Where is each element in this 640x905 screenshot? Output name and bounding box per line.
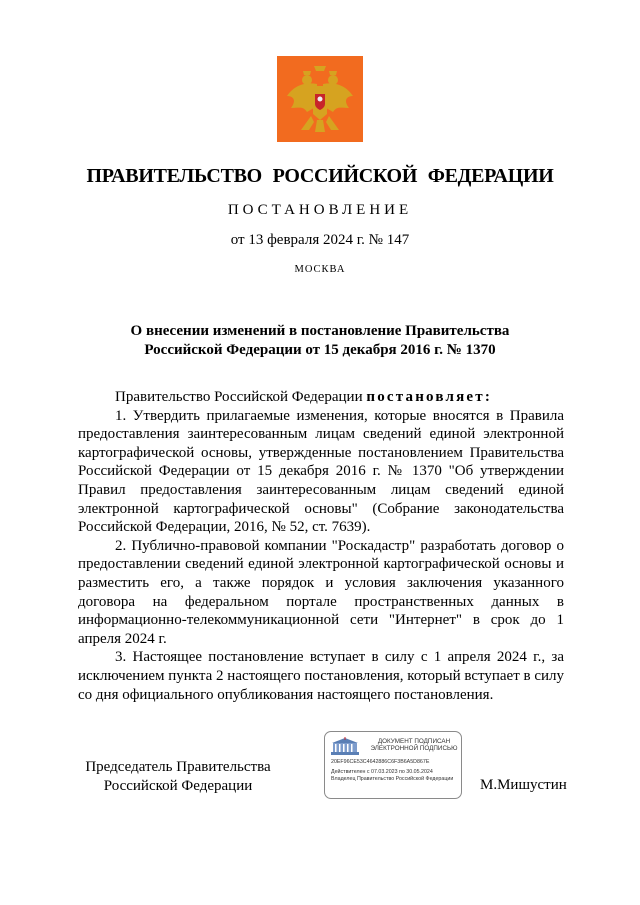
paragraph-1: 1. Утвердить прилагаемые изменения, которые вносятся в Правила предоставления заинтересованным лицам сведений единой электронной картографической основы, утвержденные постановлением Правительства Российской Федерации от 15 декабря 2016 г. № 1370 "Об утверждении Правил предоставления заинтересованным лицам сведений единой электронной картографической основы" (Собрание законодательства Российской Федерации, 2016, № 52, ст. 7639). bbox=[78, 407, 564, 536]
signer-name: М.Мишустин bbox=[480, 777, 567, 793]
paragraph-2: 2. Публично-правовой компании "Роскадастр" разработать договор о предоставлении сведений единой электронной картографической основы и разместить его, а также порядок и условия заключения указанного договора на федеральном портале пространственных данных в информационно-телекоммуникационной сети "Интернет" в срок до 1 апреля 2024 г. bbox=[78, 537, 564, 647]
paragraph-3: 3. Настоящее постановление вступает в силу с 1 апреля 2024 г., за исключением пункта 2 настоящего постановления, который вступает в силу со дня официального опубликования настоящего постановления. bbox=[78, 649, 565, 703]
stamp-serial: 20EF96CE53C4642886C6F3B6A5D867E bbox=[331, 759, 430, 765]
signer-position bbox=[78, 758, 278, 795]
stamp-validity: Действителен с 07.03.2023 по 30.05.2024 bbox=[331, 769, 433, 775]
document-type: ПОСТАНОВЛЕНИЕ bbox=[227, 202, 413, 218]
signer-position-line-1: Председатель Правительства bbox=[85, 759, 271, 775]
document-body bbox=[78, 388, 564, 704]
document-date-number: от 13 февраля 2024 г. № 147 bbox=[230, 232, 410, 248]
government-building-icon bbox=[331, 737, 359, 755]
subject-line-1: О внесении изменений в постановление Правительства bbox=[130, 323, 510, 339]
coat-of-arms-emblem bbox=[277, 56, 363, 142]
stamp-validity-block bbox=[331, 769, 461, 783]
stamp-title-line-2: ЭЛЕКТРОННОЙ ПОДПИСЬЮ bbox=[370, 745, 458, 753]
electronic-signature-stamp bbox=[324, 731, 462, 799]
double-headed-eagle-icon bbox=[277, 56, 363, 142]
signer-position-line-2: Российской Федерации bbox=[103, 777, 253, 794]
document-city: МОСКВА bbox=[294, 264, 346, 275]
organization-title: ПРАВИТЕЛЬСТВО РОССИЙСКОЙ ФЕДЕРАЦИИ bbox=[86, 165, 554, 187]
stamp-title bbox=[369, 738, 459, 753]
preamble bbox=[78, 388, 564, 407]
preamble-text: Правительство Российской Федерации bbox=[115, 389, 367, 405]
stamp-owner: Владелец Правительство Российской Федерации bbox=[331, 775, 454, 782]
preamble-verb: постановляет: bbox=[366, 389, 493, 405]
stamp-title-line-1: ДОКУМЕНТ ПОДПИСАН bbox=[377, 738, 451, 745]
document-subject bbox=[90, 322, 550, 360]
subject-line-2: Российской Федерации от 15 декабря 2016 г. № 1370 bbox=[144, 342, 496, 358]
